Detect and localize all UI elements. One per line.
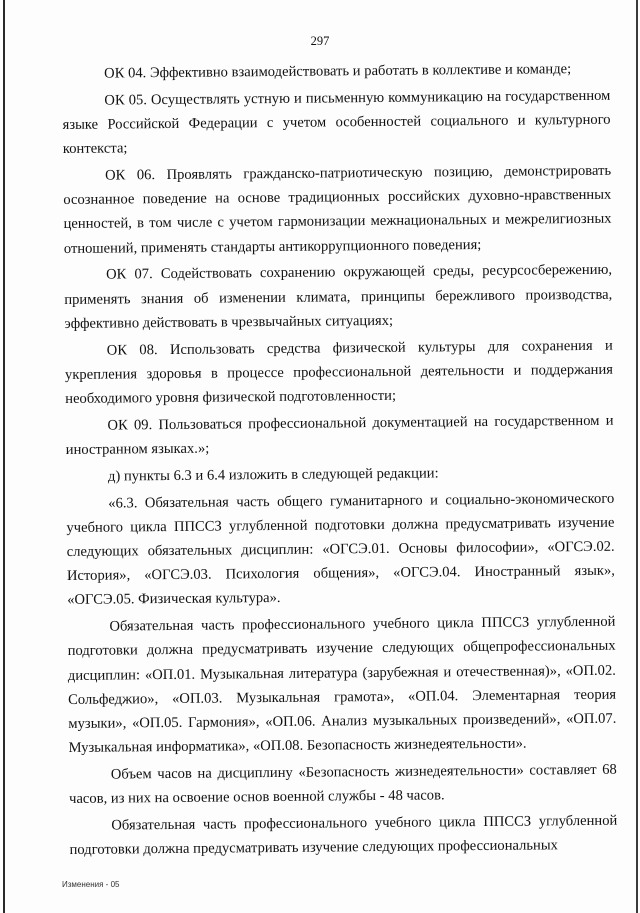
paragraph-general-professional: Обязательная часть профессионального учебного цикла ППССЗ углубленной подготовки должна предусматривать изучение следующих общепрофессиональных дисциплин: «ОП.01. Музыкальная литература (зарубежная и отечественная)», «ОП.02. Сольфеджио», «ОП.03. Музыкальная грамота», «ОП.04. Элементарная теория музыки», «ОП.05. Гармония», «ОП.06. Анализ музыкальных произведений», «ОП.07. Музыкальная информатика», «ОП.08. Безопасность жизнедеятельности».	[67, 613, 617, 757]
paragraph-hours: Объем часов на дисциплину «Безопасность жизнедеятельности» составляет 68 часов, из них на освоение основ военной службы - 48 часов.	[69, 761, 617, 808]
paragraph-item-d: д) пункты 6.3 и 6.4 изложить в следующей редакции:	[107, 465, 439, 485]
paragraph-ok04: ОК 04. Эффективно взаимодействовать и работать в коллективе и команде;	[104, 61, 572, 82]
paragraph-ok09: ОК 09. Пользоваться профессиональной документацией на государственном и иностранном языках.»;	[65, 412, 614, 458]
paragraph-professional: Обязательная часть профессионального учебного цикла ППССЗ углубленной подготовки должна предусматривать изучение следующих профессиональных	[69, 812, 618, 859]
paragraph-ok07: ОК 07. Содействовать сохранению окружающей среды, ресурсосбережению, применять знания об изменении климата, принципы бережливого производства, эффективно действовать в чрезвычайных ситуациях;	[64, 262, 613, 332]
footer-note: Изменения - 05	[62, 880, 120, 889]
page-number: 297	[310, 34, 330, 48]
scan-edge-right	[636, 0, 638, 913]
body-text	[62, 57, 618, 865]
paragraph-ok06: ОК 06. Проявлять гражданско-патриотическую позицию, демонстрировать осознанное поведение на основе традиционных российских духовно-нравственных ценностей, в том числе с учетом гармонизации межнациональных и межрелигиозных отношений, применять стандарты антикоррупционного поведения;	[63, 162, 612, 257]
paragraph-ok05: ОК 05. Осуществлять устную и письменную коммуникацию на государственном языке Российской Федерации с учетом особенностей социального и культурного контекста;	[62, 87, 611, 158]
scan-edge-left	[3, 0, 5, 913]
paragraph-ok08: ОК 08. Использовать средства физической культуры для сохранения и укрепления здоровья в процессе профессиональной деятельности и поддержания необходимого уровня физической подготовленности;	[64, 337, 614, 407]
paragraph-6-3: «6.3. Обязательная часть общего гуманитарного и социально-экономического учебного цикла ППССЗ углубленной подготовки должна предусматривать изучение следующих обязательных дисциплин: «ОГСЭ.01. Основы философии», «ОГСЭ.02. История», «ОГСЭ.03. Психология общения», «ОГСЭ.04. Иностранный язык», «ОГСЭ.05. Физическая культура».	[66, 490, 615, 609]
